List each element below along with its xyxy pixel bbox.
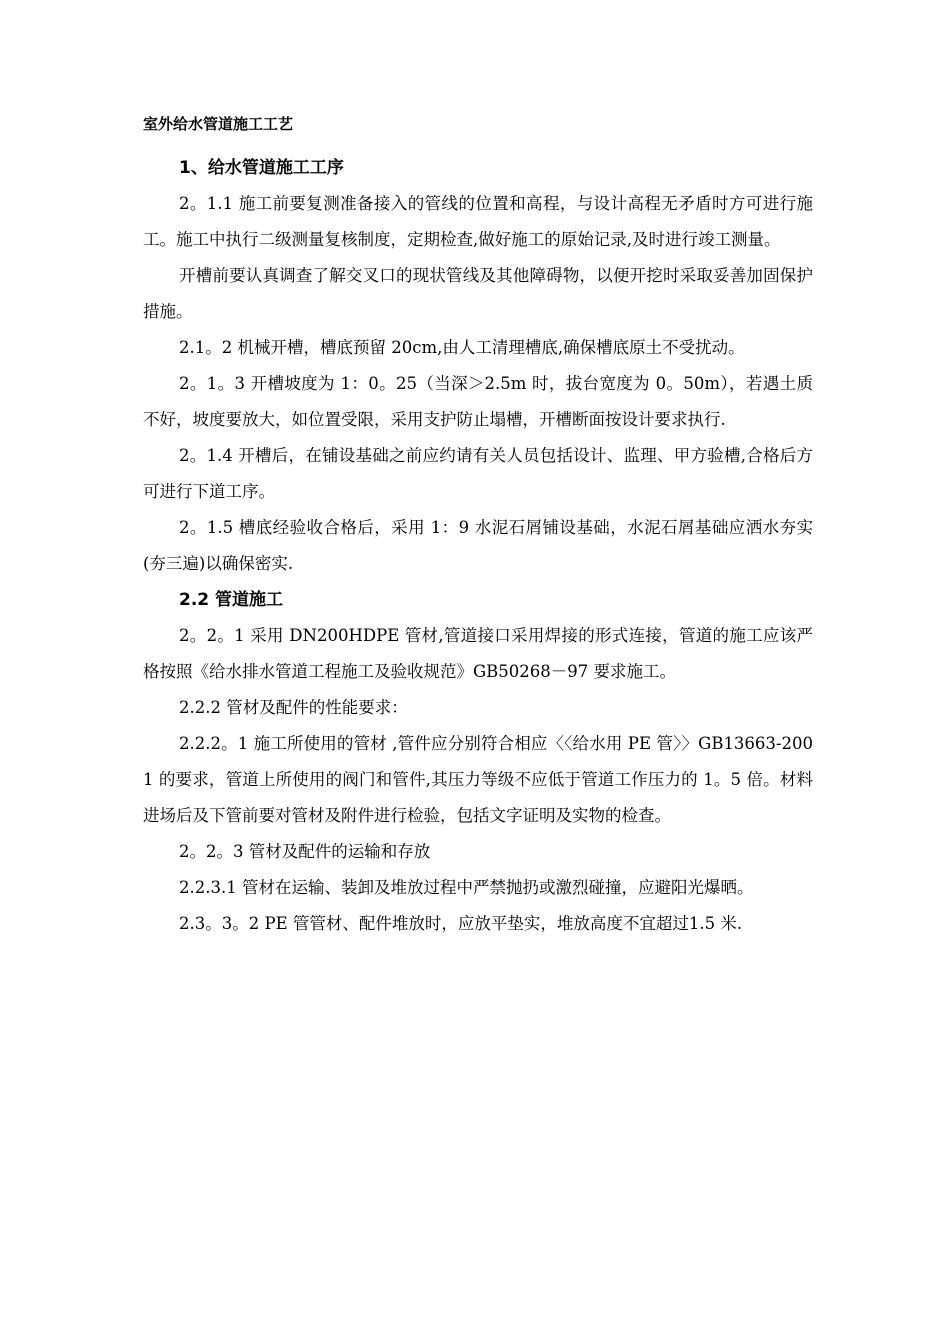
paragraph: 2.1。2 机械开槽，槽底预留 20cm,由人工清理槽底,确保槽底原土不受扰动。	[179, 338, 745, 357]
section-heading: 2.2 管道施工	[179, 590, 284, 610]
section-heading: 1、给水管道施工工序	[179, 158, 344, 178]
paragraph: 2.2.2。1 施工所使用的管材 ,管件应分别符合相应〈〈给水用 PE 管〉〉GB13663-2001 的要求，管道上所使用的阀门和管件,其压力等级不应低于管道工作压力的 1。5 倍。材料进场后及下管前要对管材及附件进行检验，包括文字证明及实物的检查。	[143, 734, 813, 825]
document-title: 室外给水管道施工工艺	[143, 115, 294, 133]
paragraph: 2。1.1 施工前要复测准备接入的管线的位置和高程，与设计高程无矛盾时方可进行施工。施工中执行二级测量复核制度，定期检查,做好施工的原始记录,及时进行竣工测量。	[143, 194, 813, 249]
paragraph: 开槽前要认真调查了解交叉口的现状管线及其他障碍物，以便开挖时采取妥善加固保护措施。	[143, 266, 813, 321]
paragraph: 2.2.2 管材及配件的性能要求：	[179, 698, 408, 717]
paragraph: 2.2.3.1 管材在运输、装卸及堆放过程中严禁抛扔或激烈碰撞，应避阳光爆晒。	[179, 878, 754, 897]
paragraph: 2。1.5 槽底经验收合格后，采用 1：9 水泥石屑铺设基础，水泥石屑基础应洒水夯实(夯三遍)以确保密实.	[143, 518, 813, 573]
paragraph: 2。1。3 开槽坡度为 1：0。25（当深＞2.5m 时，拔台宽度为 0。50m），若遇土质不好，坡度要放大，如位置受限，采用支护防止塌槽，开槽断面按设计要求执行.	[143, 374, 813, 429]
paragraph: 2。2。3 管材及配件的运输和存放	[179, 842, 431, 861]
paragraph: 2。1.4 开槽后，在铺设基础之前应约请有关人员包括设计、监理、甲方验槽,合格后方可进行下道工序。	[143, 446, 813, 501]
paragraph: 2.3。3。2 PE 管管材、配件堆放时，应放平垫实，堆放高度不宜超过1.5 米.	[179, 914, 743, 933]
document-body	[143, 150, 813, 942]
paragraph: 2。2。1 采用 DN200HDPE 管材,管道接口采用焊接的形式连接，管道的施工应该严格按照《给水排水管道工程施工及验收规范》GB50268－97 要求施工。	[143, 626, 813, 681]
